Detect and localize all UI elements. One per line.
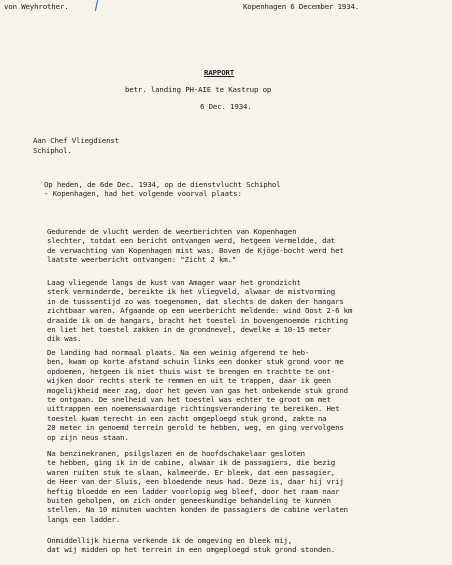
sender-name: von Weyhrother.	[4, 2, 69, 11]
text-line: te ontgaan. De snelheid van het toestel was echter te groot om met	[47, 395, 331, 405]
text-line: laatste weerbericht ontvangen: "Zicht 2 km."	[47, 255, 237, 265]
pen-mark	[95, 0, 98, 11]
addressee-line: Aan Chef Vliegdienst	[33, 136, 119, 145]
paragraph-6	[47, 536, 419, 555]
report-date: 6 Dec. 1934.	[200, 102, 252, 111]
text-line: dik was.	[47, 334, 82, 344]
text-line: draaide ik om de hangars, bracht het toestel in bovengenoemde richting	[47, 315, 348, 325]
text-line: dat wij midden op het terrein in een omgeploegd stuk grond stonden.	[47, 545, 336, 555]
text-line: uittrappen een noemenswaardige richtingsverandering te bereiken. Het	[47, 404, 340, 414]
paragraph-5	[47, 449, 419, 524]
text-line: heftig bloedde en een ladder voorlopig weg bleef, door het raam naar	[47, 486, 340, 496]
text-line: de verwachting van Kopenhagen mist was. Boven de Kjöge-bocht werd het	[47, 245, 344, 255]
paragraph-3	[47, 278, 419, 344]
text-line: stellen. Na 10 minuten wachten konden de passagiers de cabine verlaten	[47, 505, 348, 515]
text-line: Gedurende de vlucht werden de weerberichten van Kopenhagen	[47, 227, 297, 236]
text-line: Onmiddellijk hierna verkende ik de omgeving en bleek mij,	[47, 536, 293, 545]
text-line: De landing had normaal plaats. Na een weinig afgerend te heb-	[47, 348, 310, 357]
place-date: Kopenhagen 6 December 1934.	[243, 2, 360, 11]
text-line: sterk verminderde, bereikte ik het vliegveld, alwaar de mistvorming	[47, 287, 336, 297]
text-line: langs een ladder.	[47, 514, 121, 524]
text-line: de Heer van der Sluis, een bloedende neus had. Deze is, daar hij vrij	[47, 477, 344, 487]
text-line: zichtbaar waren. Afgaande op een weerbericht meldende: wind Oost 2-6 km	[47, 306, 353, 316]
text-line: mogelijkheid meer zag, door het geven van gas het onbekende stuk grond	[47, 385, 348, 395]
report-title: RAPPORT	[204, 68, 235, 77]
text-line: op zijn neus staan.	[47, 432, 129, 442]
paragraph-4	[47, 348, 419, 442]
text-line: - Kopenhagen, had het volgende voorval plaats:	[44, 189, 242, 199]
text-line: ben, kwam op korte afstand schuin links een donker stuk grond voor me	[47, 357, 344, 367]
text-line: wijken door rechts sterk te remmen en uit te trappen, daar ik geen	[47, 376, 331, 386]
text-line: Op heden, de 6de Dec. 1934, op de dienstvlucht Schiphol	[44, 180, 281, 189]
text-line: waren ruiten stuk te slaan, kalmeerde. Er bleek, dat een passagier,	[47, 467, 336, 477]
text-line: toestel kwam terecht in een zacht omgeploegd stuk grond, zakte na	[47, 413, 327, 423]
text-line: en liet het toestel zakken in de grondnevel, dewelke ± 10-15 meter	[47, 325, 331, 335]
text-line: te hebben, ging ik in de cabine, alwaar ik de passagiers, die bezig	[47, 458, 336, 468]
report-subject: betr. landing PH-AIE te Kastrup op	[125, 85, 272, 94]
text-line: 20 meter in genoemd terrein gerold te hebben, weg, en ging vervolgens	[47, 423, 344, 433]
text-line: buiten geholpen, om zich onder geneeskundige behandeling te kunnen	[47, 496, 331, 506]
paragraph-1	[44, 180, 416, 199]
text-line: in de tusssentijd zo was toegenomen, dat slechts de daken der hangars	[47, 296, 344, 306]
text-line: opdoemen, hetgeen ik niet thuis wist te brengen en trachtte te ont-	[47, 366, 336, 376]
text-line: slechter, totdat een bericht ontvangen werd, hetgeen vermeldde, dat	[47, 236, 336, 246]
paragraph-2	[47, 227, 419, 265]
addressee-location: Schiphol.	[33, 146, 72, 155]
text-line: Laag vliegende langs de kust van Amager waar het grondzicht	[47, 278, 301, 287]
text-line: Na benzinekranen, psilgslazen en de hoofdschakelaar gesloten	[47, 449, 305, 458]
